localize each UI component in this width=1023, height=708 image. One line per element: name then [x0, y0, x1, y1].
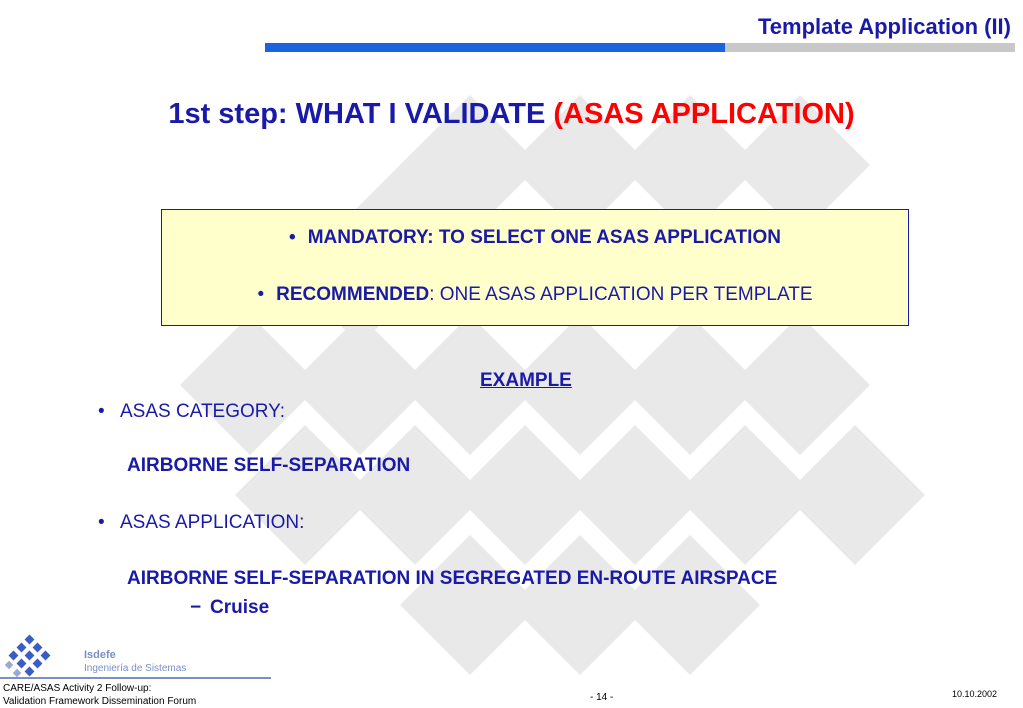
footer-project-line1: CARE/ASAS Activity 2 Follow-up:	[3, 683, 152, 694]
asas-category-value: AIRBORNE SELF-SEPARATION	[127, 455, 411, 476]
slide-title-highlight: (ASAS APPLICATION)	[553, 98, 855, 130]
page-number: - 14 -	[590, 692, 614, 703]
asas-category-label: ASAS CATEGORY:	[120, 401, 286, 422]
footer-project-line2: Validation Framework Dissemination Forum	[3, 696, 197, 707]
note-mandatory-text: MANDATORY: TO SELECT ONE ASAS APPLICATION	[307, 227, 781, 248]
note-recommended-label: RECOMMENDED	[276, 284, 430, 305]
bullet-icon: •	[98, 512, 105, 533]
sub-item-cruise-text: Cruise	[210, 597, 270, 618]
header-bar-secondary	[725, 43, 1015, 52]
slide-title-main: 1st step: WHAT I VALIDATE	[168, 98, 546, 130]
bullet-icon: •	[98, 401, 105, 422]
isdefe-grid-logo-icon	[4, 634, 56, 678]
footer-divider	[0, 677, 271, 679]
logo-subtitle: Ingeniería de Sistemas	[84, 663, 187, 674]
asas-category-item	[98, 401, 285, 423]
example-heading: EXAMPLE	[480, 370, 572, 391]
bullet-icon: •	[289, 227, 296, 248]
dash-icon: −	[190, 597, 202, 618]
note-item-mandatory	[162, 227, 908, 249]
asas-application-item	[98, 512, 304, 534]
footer-date: 10.10.2002	[952, 689, 998, 699]
bullet-icon: •	[257, 284, 265, 305]
asas-application-value: AIRBORNE SELF-SEPARATION IN SEGREGATED EN-ROUTE AIRSPACE	[127, 568, 778, 589]
header-title: Template Application (II)	[757, 14, 1011, 39]
slide-title	[0, 98, 1023, 131]
note-item-recommended	[162, 284, 908, 306]
note-recommended-text: : ONE ASAS APPLICATION PER TEMPLATE	[429, 284, 813, 305]
sub-item-cruise	[190, 597, 269, 619]
asas-application-label: ASAS APPLICATION:	[120, 512, 305, 533]
logo-name: Isdefe	[84, 649, 116, 661]
header-bar-primary	[265, 43, 725, 52]
note-box	[161, 209, 909, 326]
